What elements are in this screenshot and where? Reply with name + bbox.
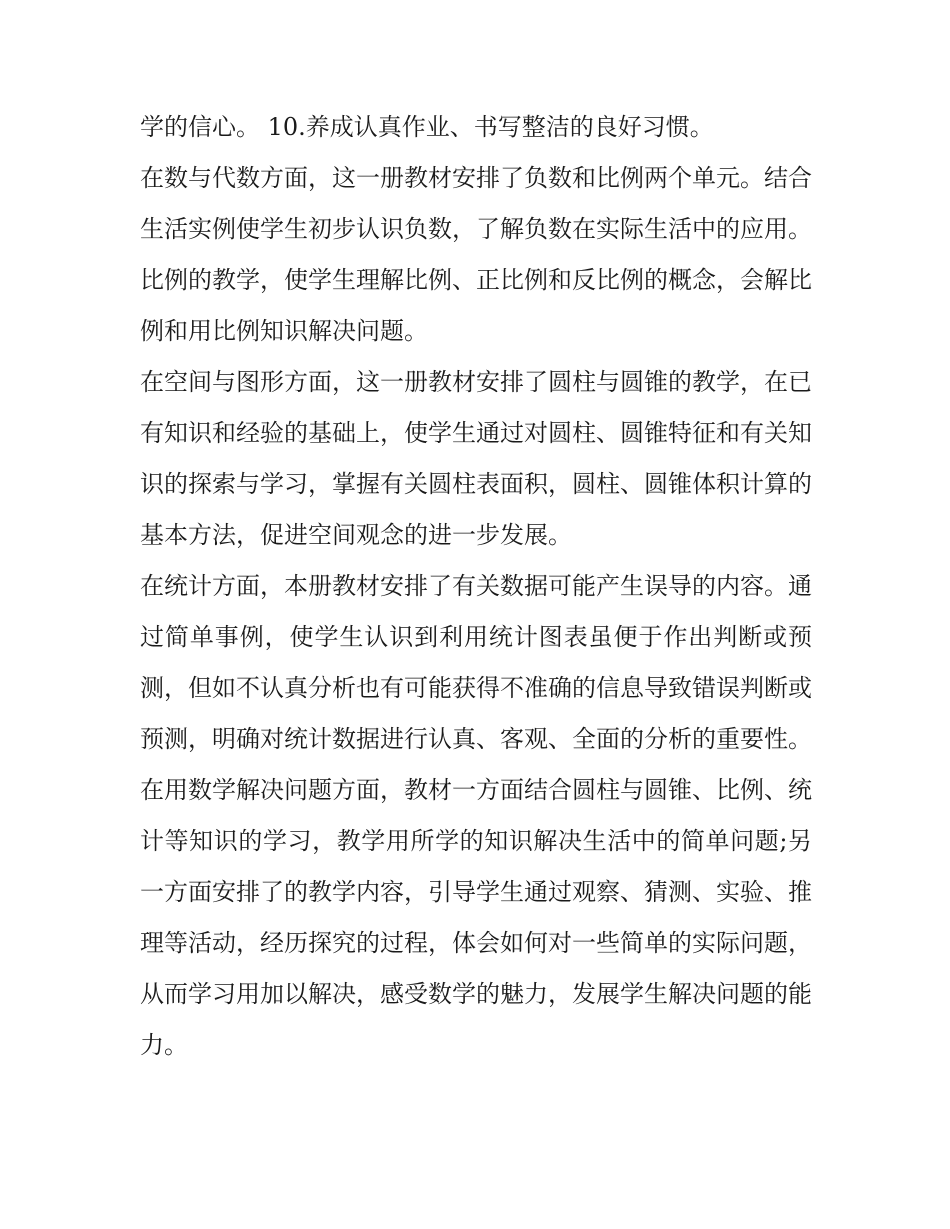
paragraph-5: 在用数学解决问题方面，教材一方面结合圆柱与圆锥、比例、统计等知识的学习，教学用所学的知识解决生活中的简单问题;另一方面安排了的教学内容，引导学生通过观察、猜测、实验、推理等活动，经历探究的过程，体会如何对一些简单的实际问题，从而学习用加以解决，感受数学的魅力，发展学生解决问题的能力。 [140, 776, 812, 1059]
paragraph-4: 在统计方面，本册教材安排了有关数据可能产生误导的内容。通过简单事例，使学生认识到利用统计图表虽便于作出判断或预测，但如不认真分析也有可能获得不准确的信息导致错误判断或预测，明确对统计数据进行认真、客观、全面的分析的重要性。 [140, 572, 812, 753]
paragraph-1: 学的信心。 10.养成认真作业、书写整洁的良好习惯。 [140, 113, 714, 141]
document-body [140, 102, 812, 1071]
paragraph-2: 在数与代数方面，这一册教材安排了负数和比例两个单元。结合生活实例使学生初步认识负数，了解负数在实际生活中的应用。比例的教学，使学生理解比例、正比例和反比例的概念，会解比例和用比例知识解决问题。 [140, 164, 812, 345]
paragraph-3: 在空间与图形方面，这一册教材安排了圆柱与圆锥的教学，在已有知识和经验的基础上，使学生通过对圆柱、圆锥特征和有关知识的探索与学习，掌握有关圆柱表面积，圆柱、圆锥体积计算的基本方法，促进空间观念的进一步发展。 [140, 368, 812, 549]
